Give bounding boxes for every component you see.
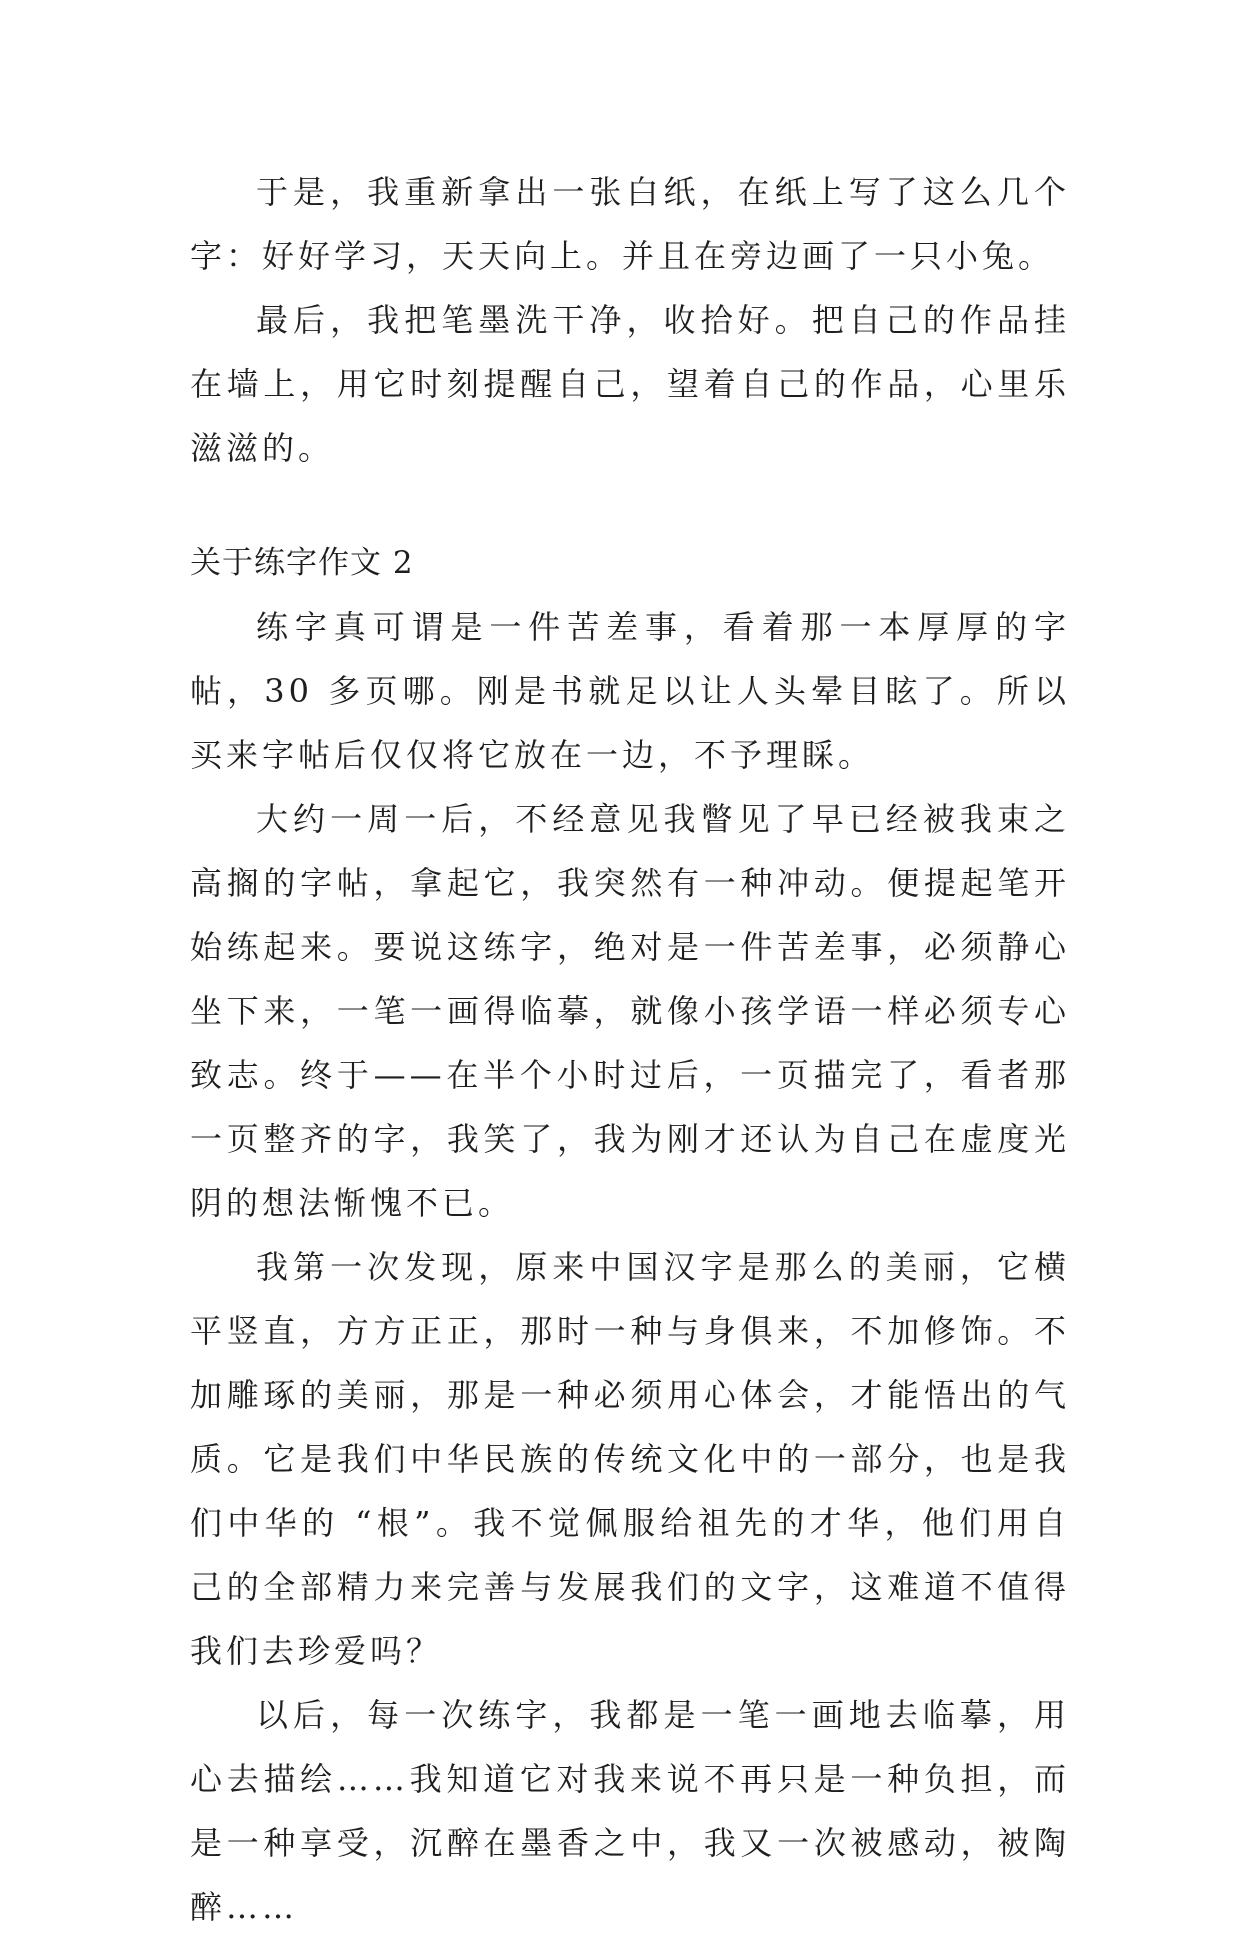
paragraph: 以后，每一次练字，我都是一笔一画地去临摹，用心去描绘……我知道它对我来说不再只是一种负担，而是一种享受，沉醉在墨香之中，我又一次被感动，被陶醉…… (190, 1696, 1070, 1926)
section-title: 关于练字作文 2 (190, 545, 414, 581)
paragraph: 练字真可谓是一件苦差事，看着那一本厚厚的字帖，30 多页哪。刚是书就足以让人头晕目眩了。所以买来字帖后仅仅将它放在一边，不予理睬。 (190, 608, 1070, 774)
paragraph: 于是，我重新拿出一张白纸，在纸上写了这么几个字：好好学习，天天向上。并且在旁边画了一只小兔。 (190, 173, 1070, 275)
paragraph: 大约一周一后，不经意见我瞥见了早已经被我束之高搁的字帖，拿起它，我突然有一种冲动。便提起笔开始练起来。要说这练字，绝对是一件苦差事，必须静心坐下来，一笔一画得临摹，就像小孩学语一样必须专心致志。终于——在半个小时过后，一页描完了，看者那一页整齐的字，我笑了，我为刚才还认为自己在虚度光阴的想法惭愧不已。 (190, 800, 1070, 1222)
paragraph: 最后，我把笔墨洗干净，收拾好。把自己的作品挂在墙上，用它时刻提醒自己，望着自己的作品，心里乐滋滋的。 (190, 301, 1070, 467)
paragraph: 我第一次发现，原来中国汉字是那么的美丽，它横平竖直，方方正正，那时一种与身俱来，不加修饰。不加雕琢的美丽，那是一种必须用心体会，才能悟出的气质。它是我们中华民族的传统文化中的一部分，也是我们中华的 “根”。我不觉佩服给祖先的才华，他们用自己的全部精力来完善与发展我们的文字，这难道不值得我们去珍爱吗？ (190, 1248, 1070, 1670)
document-page (190, 160, 1070, 1939)
